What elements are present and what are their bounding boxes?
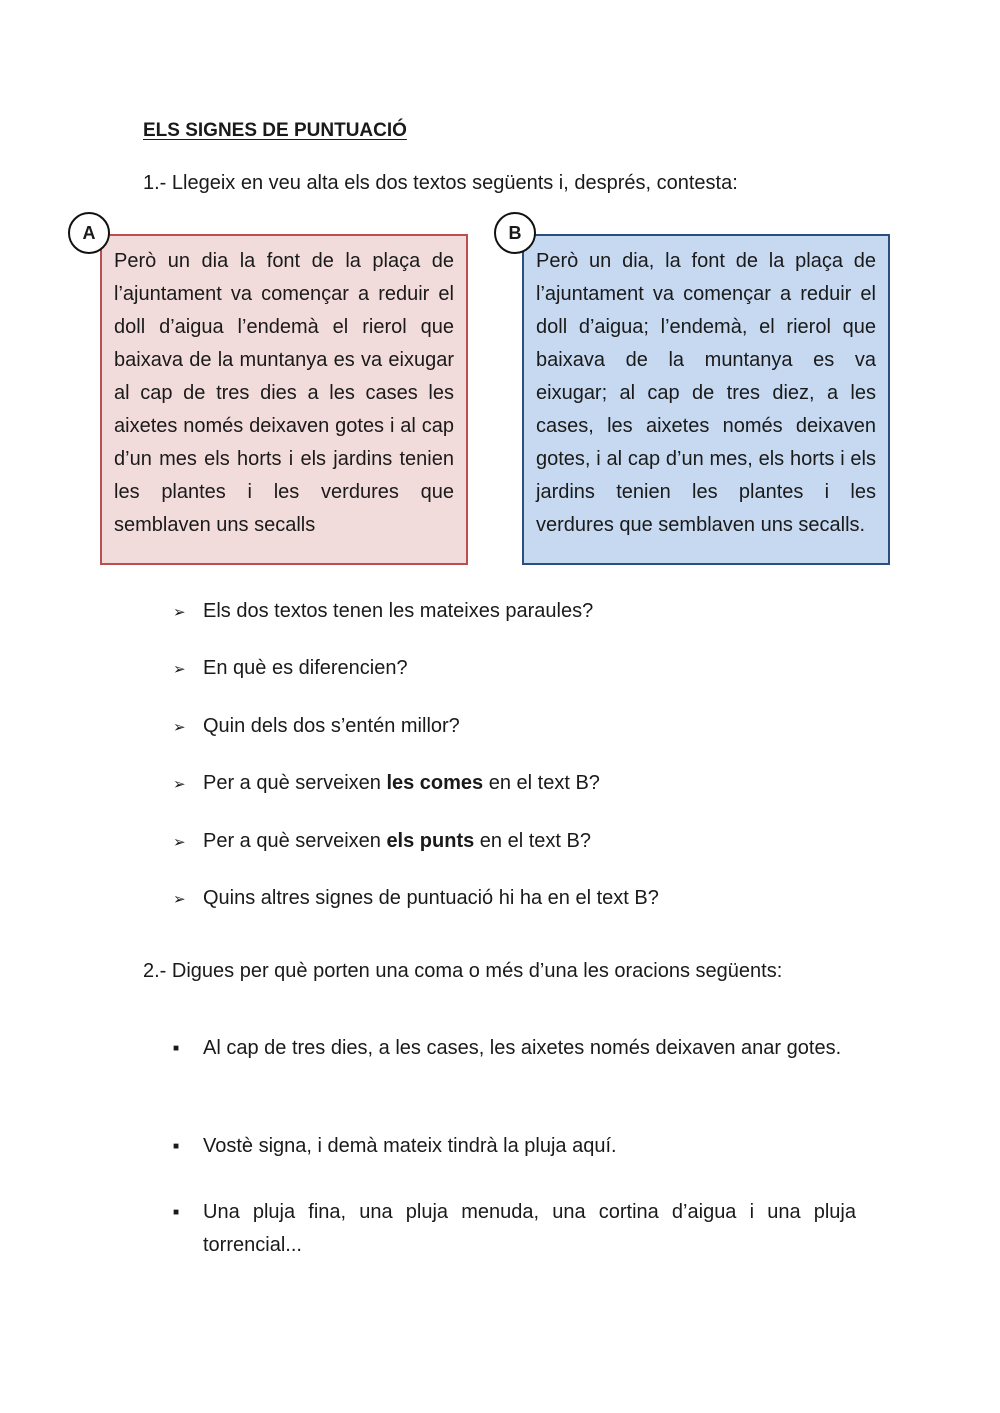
arrow-bullet-icon: ➢ <box>173 775 186 793</box>
square-bullet-icon: ■ <box>173 1043 180 1054</box>
page-title: ELS SIGNES DE PUNTUACIÓ <box>143 120 407 141</box>
question-text: Els dos textos tenen les mateixes paraules? <box>203 600 594 622</box>
sentence-text: Una pluja fina, una pluja menuda, una cortina d’aigua i una pluja torrencial... <box>203 1201 856 1256</box>
question-item <box>173 600 593 623</box>
sentence-text: Vostè signa, i demà mateix tindrà la pluja aquí. <box>203 1135 617 1157</box>
label-circle-a: A <box>68 212 110 254</box>
sentence-item <box>173 1032 856 1065</box>
text-a-body: Però un dia la font de la plaça de l’ajuntament va començar a reduir el doll d’aigua l’endemà el rierol que baixava de la muntanya es va eixugar al cap de tres dies a les cases les aixetes només deixaven gotes i al cap d’un mes els horts i els jardins tenien les plantes i les verdures que semblaven uns secalls <box>114 250 454 536</box>
arrow-bullet-icon: ➢ <box>173 718 186 736</box>
question-item <box>173 715 460 738</box>
exercise-1-instruction: 1.- Llegeix en veu alta els dos textos següents i, després, contesta: <box>143 172 738 194</box>
sentence-item <box>173 1130 856 1163</box>
question-item <box>173 830 591 853</box>
arrow-bullet-icon: ➢ <box>173 890 186 908</box>
question-text: Per a què serveixen <box>203 772 387 794</box>
text-b-body: Però un dia, la font de la plaça de l’ajuntament va començar a reduir el doll d’aigua; l’endemà, el rierol que baixava de la muntanya es va eixugar; al cap de tres diez, a les cases, les aixetes només deixaven gotes, i al cap d’un mes, els horts i els jardins tenien les plantes i les verdures que semblaven uns secalls. <box>536 250 876 536</box>
arrow-bullet-icon: ➢ <box>173 603 186 621</box>
question-text: En què es diferencien? <box>203 657 408 679</box>
square-bullet-icon: ■ <box>173 1141 180 1152</box>
square-bullet-icon: ■ <box>173 1207 180 1218</box>
question-text-end: en el text B? <box>483 772 600 794</box>
arrow-bullet-icon: ➢ <box>173 660 186 678</box>
arrow-bullet-icon: ➢ <box>173 833 186 851</box>
label-circle-b: B <box>494 212 536 254</box>
sentence-item <box>173 1196 856 1262</box>
question-item <box>173 887 659 910</box>
text-box-a <box>100 234 468 565</box>
question-text: Quin dels dos s’entén millor? <box>203 715 460 737</box>
text-box-b <box>522 234 890 565</box>
question-item <box>173 657 408 680</box>
question-text: Per a què serveixen <box>203 830 387 852</box>
question-text-end: en el text B? <box>474 830 591 852</box>
question-text: Quins altres signes de puntuació hi ha en el text B? <box>203 887 659 909</box>
question-emphasis: les comes <box>386 772 484 794</box>
sentence-text: Al cap de tres dies, a les cases, les aixetes només deixaven anar gotes. <box>203 1037 842 1059</box>
question-emphasis: els punts <box>386 830 475 852</box>
question-item <box>173 772 600 795</box>
exercise-2-instruction: 2.- Digues per què porten una coma o més d’una les oracions següents: <box>143 960 783 982</box>
